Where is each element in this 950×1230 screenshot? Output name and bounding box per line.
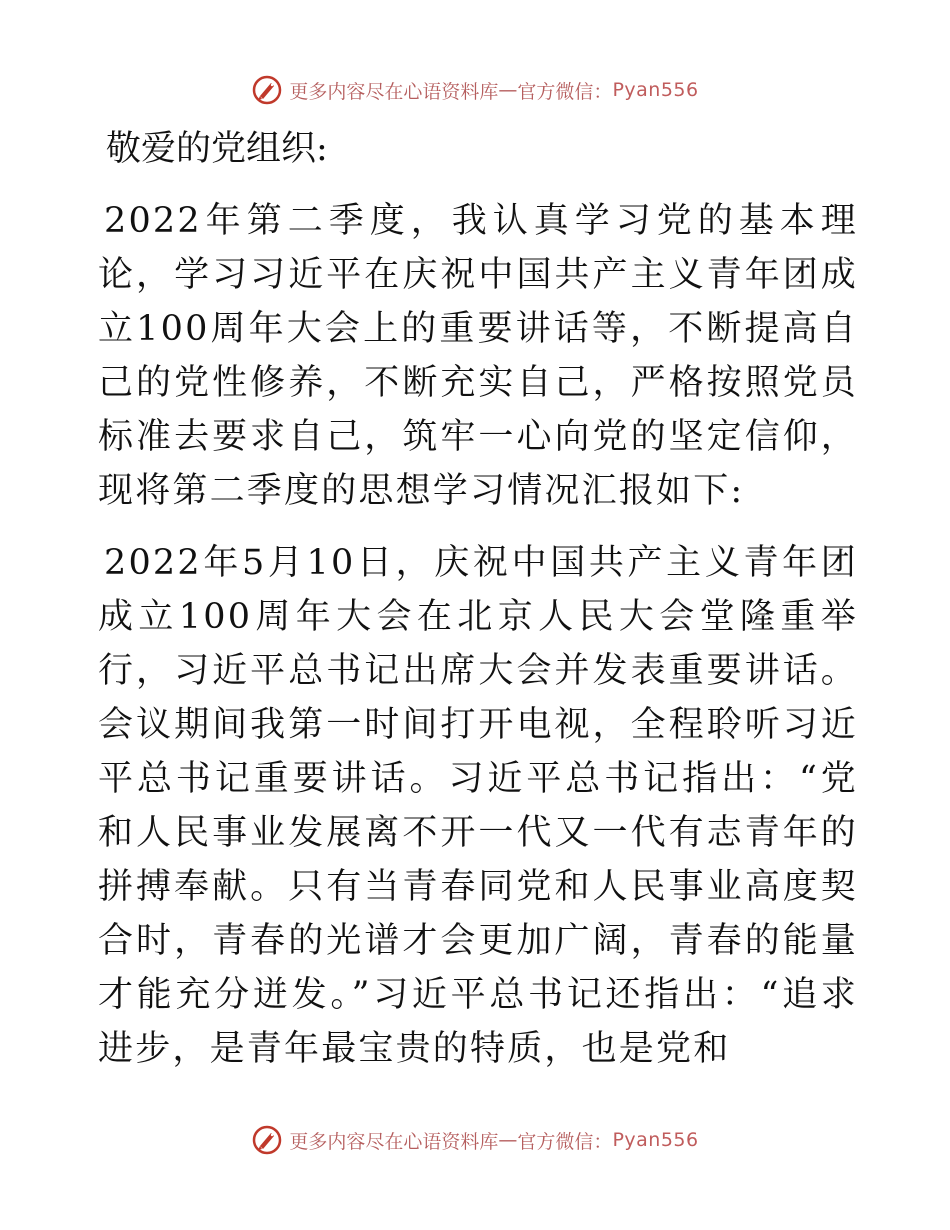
paragraph-2: 2022年5月10日，庆祝中国共产主义青年团成立100周年大会在北京人民大会堂隆重举行，习近平总书记出席大会并发表重要讲话。会议期间我第一时间打开电视，全程聆听习近平总书记重要讲话。习近平总书记指出：“党和人民事业发展离不开一代又一代有志青年的拼搏奉献。只有当青春同党和人民事业高度契合时，青春的光谱才会更加广阔，青春的能量才能充分迸发。”习近平总书记还指出：“追求进步，是青年最宝贵的特质，也是党和 (98, 543, 858, 1069)
letter-body (98, 122, 858, 1076)
letter-greeting: 敬爱的党组织: (106, 129, 328, 169)
banner-slogan: 更多内容尽在心语资料库 (289, 1130, 499, 1153)
banner-wechat-id: Pyan556 (612, 1129, 699, 1151)
banner-dash: — (498, 79, 518, 101)
footer-banner (0, 1120, 950, 1160)
banner-official-label: 官方微信： (517, 80, 613, 103)
paragraph-1: 2022年第二季度，我认真学习党的基本理论，学习习近平在庆祝中国共产主义青年团成立100周年大会上的重要讲话等，不断提高自己的党性修养，不断充实自己，严格按照党员标准去要求自己，筑牢一心向党的坚定信仰，现将第二季度的思想学习情况汇报如下: (98, 201, 858, 511)
pen-nib-logo-icon (251, 74, 283, 106)
header-banner (0, 70, 950, 110)
banner-slogan: 更多内容尽在心语资料库 (289, 80, 499, 103)
pen-nib-logo-icon (251, 1124, 283, 1156)
banner-dash: — (498, 1129, 518, 1151)
banner-official-label: 官方微信： (517, 1130, 613, 1153)
banner-wechat-id: Pyan556 (612, 79, 699, 101)
